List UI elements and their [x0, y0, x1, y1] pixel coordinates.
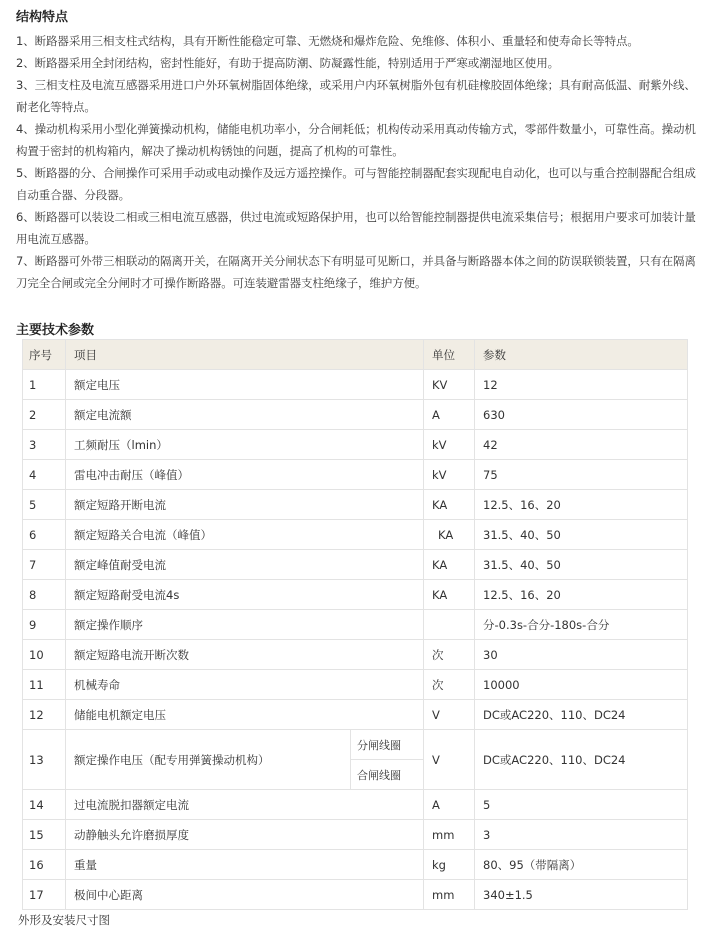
table-row [23, 730, 688, 760]
table-row [23, 520, 688, 550]
row-item: 工频耐压（lmin） [66, 430, 424, 460]
row-item: 额定电压 [66, 370, 424, 400]
feature-paragraph: 7、断路器可外带三相联动的隔离开关，在隔离开关分闸状态下有明显可见断口，并具备与断路器本体之间的防误联锁装置，只有在隔离刀完全合闸或完全分闸时才可操作断路器。可连装避雷器支柱绝缘子，维护方便。 [16, 254, 696, 290]
row-unit: A [424, 400, 475, 430]
row-unit: KA [424, 490, 475, 520]
row-no: 8 [23, 580, 66, 610]
feature-paragraph: 5、断路器的分、合闸操作可采用手动或电动操作及远方遥控操作。可与智能控制器配套实现配电自动化，也可以与重合控制器配合组成自动重合器、分段器。 [16, 166, 696, 202]
features-title: 结构特点 [16, 10, 69, 25]
row-value: 630 [475, 400, 688, 430]
row-no: 12 [23, 700, 66, 730]
row-item: 额定短路耐受电流4s [66, 580, 424, 610]
specs-table [22, 339, 688, 910]
row-unit: V [424, 730, 475, 790]
table-row [23, 700, 688, 730]
row-unit: A [424, 790, 475, 820]
row-unit: kV [424, 430, 475, 460]
row-value: 340±1.5 [475, 880, 688, 910]
table-row [23, 580, 688, 610]
row-unit: 次 [424, 640, 475, 670]
row-value: 5 [475, 790, 688, 820]
row-value: 12 [475, 370, 688, 400]
row-value: 12.5、16、20 [475, 580, 688, 610]
row-value: 分-0.3s-合分-180s-合分 [475, 610, 688, 640]
row-no: 13 [23, 730, 66, 790]
table-row [23, 790, 688, 820]
row-value: DC或AC220、110、DC24 [475, 730, 688, 790]
feature-paragraph: 1、断路器采用三相支柱式结构，具有开断性能稳定可靠、无燃烧和爆炸危险、免维修、体积小、重量轻和使寿命长等特点。 [16, 34, 639, 48]
row-value: 42 [475, 430, 688, 460]
table-row [23, 490, 688, 520]
row-unit [424, 610, 475, 640]
row-unit: kg [424, 850, 475, 880]
row-item: 过电流脱扣器额定电流 [66, 790, 424, 820]
row-unit: mm [424, 880, 475, 910]
row-no: 16 [23, 850, 66, 880]
row-item: 机械寿命 [66, 670, 424, 700]
row-unit: KV [424, 370, 475, 400]
feature-paragraph: 2、断路器采用全封闭结构，密封性能好，有助于提高防潮、防凝露性能，特别适用于严寒或潮湿地区使用。 [16, 56, 560, 70]
row-item: 雷电冲击耐压（峰值） [66, 460, 424, 490]
row-unit: 次 [424, 670, 475, 700]
row-value: DC或AC220、110、DC24 [475, 700, 688, 730]
row-item: 储能电机额定电压 [66, 700, 424, 730]
table-row [23, 430, 688, 460]
table-row [23, 640, 688, 670]
header-value: 参数 [475, 340, 688, 370]
table-row [23, 400, 688, 430]
table-row [23, 820, 688, 850]
specs-title: 主要技术参数 [16, 323, 95, 338]
row-unit: mm [424, 820, 475, 850]
table-row [23, 610, 688, 640]
row-no: 4 [23, 460, 66, 490]
header-unit: 单位 [424, 340, 475, 370]
header-item: 项目 [66, 340, 424, 370]
row-item: 额定短路关合电流（峰值） [66, 520, 424, 550]
table-row [23, 670, 688, 700]
header-no: 序号 [23, 340, 66, 370]
row-item: 重量 [66, 850, 424, 880]
row-value: 31.5、40、50 [475, 520, 688, 550]
row-no: 14 [23, 790, 66, 820]
row-value: 30 [475, 640, 688, 670]
row-unit: V [424, 700, 475, 730]
row-subitem-close-coil: 合闸线圈 [351, 760, 424, 790]
row-item: 额定电流额 [66, 400, 424, 430]
row-no: 5 [23, 490, 66, 520]
row-no: 3 [23, 430, 66, 460]
row-no: 7 [23, 550, 66, 580]
feature-paragraph: 4、操动机构采用小型化弹簧操动机构，储能电机功率小，分合闸耗低；机构传动采用真动传输方式，零部件数量小，可靠性高。操动机构置于密封的机构箱内，解决了操动机构锈蚀的问题，提高了机构的可靠性。 [16, 122, 696, 158]
row-unit: kV [424, 460, 475, 490]
row-value: 80、95（带隔离） [475, 850, 688, 880]
row-unit: KA [424, 550, 475, 580]
row-item: 额定短路开断电流 [66, 490, 424, 520]
row-item: 额定操作电压（配专用弹簧操动机构） [66, 730, 351, 790]
row-item: 动静触头允许磨损厚度 [66, 820, 424, 850]
table-row [23, 850, 688, 880]
table-header-row [23, 340, 688, 370]
row-item: 额定操作顺序 [66, 610, 424, 640]
row-value: 75 [475, 460, 688, 490]
row-no: 10 [23, 640, 66, 670]
row-unit: KA [424, 580, 475, 610]
features-list [16, 30, 700, 294]
row-subitem-open-coil: 分闸线圈 [351, 730, 424, 760]
table-row [23, 460, 688, 490]
row-no: 2 [23, 400, 66, 430]
row-no: 1 [23, 370, 66, 400]
dimension-drawing-caption: 外形及安装尺寸图 [18, 913, 110, 927]
row-no: 6 [23, 520, 66, 550]
row-unit: KA [424, 520, 475, 550]
row-no: 11 [23, 670, 66, 700]
row-value: 12.5、16、20 [475, 490, 688, 520]
table-row [23, 370, 688, 400]
row-item: 额定短路电流开断次数 [66, 640, 424, 670]
row-value: 31.5、40、50 [475, 550, 688, 580]
feature-paragraph: 3、三相支柱及电流互感器采用进口户外环氧树脂固体绝缘，或采用户内环氧树脂外包有机硅橡胶固体绝缘；具有耐高低温、耐紫外线、耐老化等特点。 [16, 78, 696, 114]
row-value: 3 [475, 820, 688, 850]
row-no: 15 [23, 820, 66, 850]
feature-paragraph: 6、断路器可以装设二相或三相电流互感器，供过电流或短路保护用，也可以给智能控制器提供电流采集信号；根据用户要求可加装计量用电流互感器。 [16, 210, 696, 246]
row-value: 10000 [475, 670, 688, 700]
row-no: 17 [23, 880, 66, 910]
row-item: 极间中心距离 [66, 880, 424, 910]
table-row [23, 880, 688, 910]
row-no: 9 [23, 610, 66, 640]
table-row [23, 550, 688, 580]
row-item: 额定峰值耐受电流 [66, 550, 424, 580]
